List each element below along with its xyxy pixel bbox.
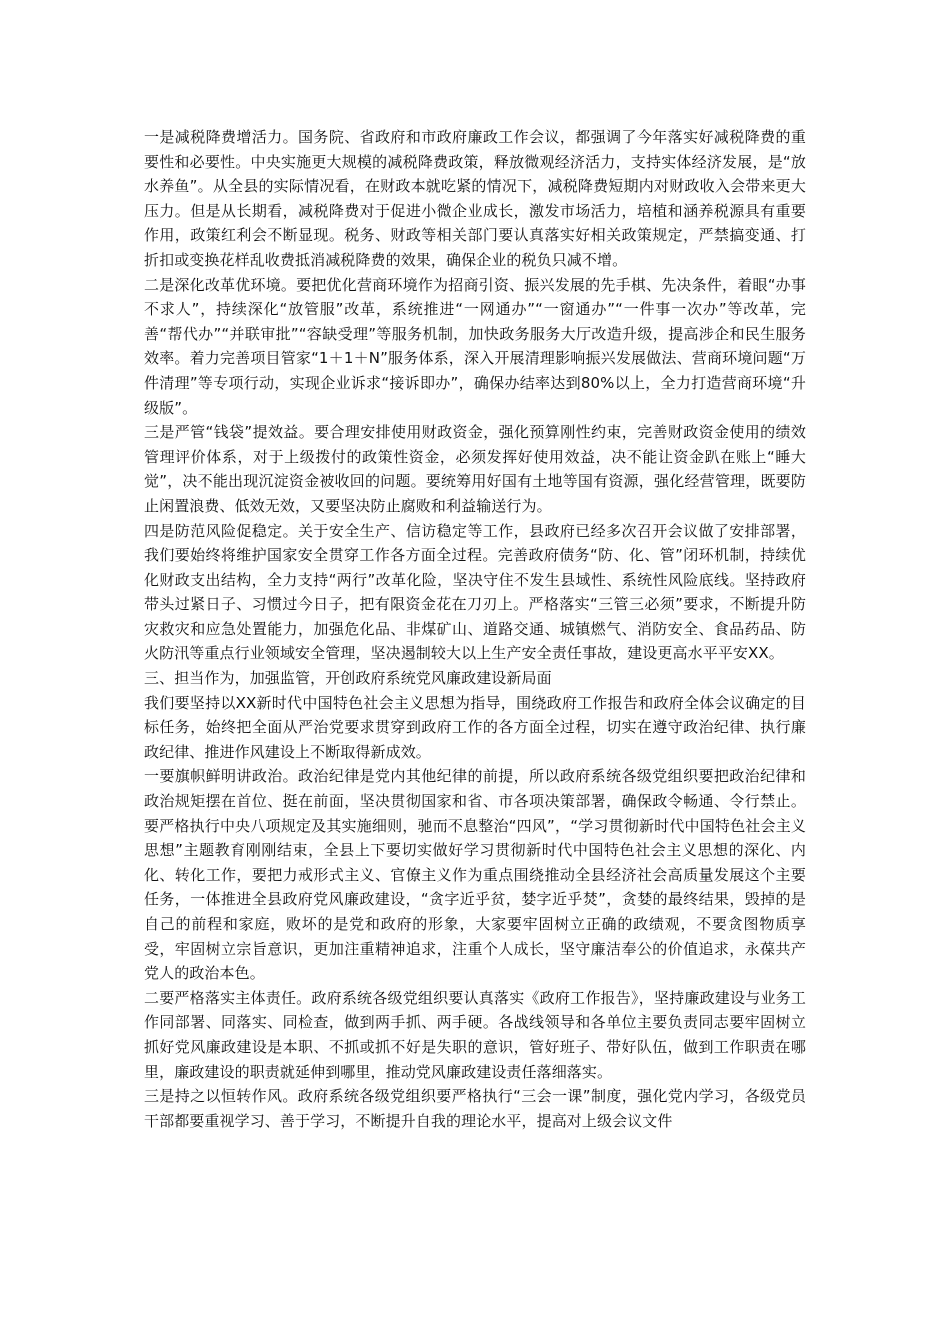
- paragraph-tax-reduction: 一是减税降费增活力。国务院、省政府和市政府廉政工作会议，都强调了今年落实好减税降费的重要性和必要性。中央实施更大规模的减税降费政策，释放微观经济活力，支持实体经济发展，是“放水养鱼”。从全县的实际情况看，在财政本就吃紧的情况下，减税降费短期内对财政收入会带来更大压力。但是从长期看，减税降费对于促进小微企业成长，激发市场活力，培植和涵养税源具有重要作用，政策红利会不断显现。税务、财政等相关部门要认真落实好相关政策规定，严禁搞变通、打折扣或变换花样乱收费抵消减税降费的效果，确保企业的税负只减不增。: [144, 128, 806, 269]
- paragraph-risk-prevention: 四是防范风险促稳定。关于安全生产、信访稳定等工作，县政府已经多次召开会议做了安排部署，我们要始终将维护国家安全贯穿工作各方面全过程。完善政府债务“防、化、管”闭环机制，持续优化财政支出结构，全力支持“两行”改革化险，坚决守住不发生县域性、系统性风险底线。坚持政府带头过紧日子、习惯过今日子，把有限资金花在刀刃上。严格落实“三管三必须”要求，不断提升防灾救灾和应急处置能力，加强危化品、非煤矿山、道路交通、城镇燃气、消防安全、食品药品、防火防汛等重点行业领域安全管理，坚决遏制较大以上生产安全责任事故，建设更高水平平安XX。: [144, 521, 806, 663]
- paragraph-fund-management: 三是严管“钱袋”提效益。要合理安排使用财政资金，强化预算刚性约束，完善财政资金使用的绩效管理评价体系，对于上级拨付的政策性资金，必须发挥好使用效益，决不能让资金趴在账上“睡大觉”，决不能出现沉淀资金被收回的问题。要统筹用好国有土地等国有资源，强化经营管理，既要防止闲置浪费、低效无效，又要坚决防止腐败和利益输送行为。: [144, 423, 806, 515]
- section-heading-three: 三、担当作为，加强监管，开创政府系统党风廉政建设新局面: [144, 669, 552, 688]
- paragraph-section-intro: 我们要坚持以XX新时代中国特色社会主义思想为指导，围绕政府工作报告和政府全体会议确定的目标任务，始终把全面从严治党要求贯穿到政府工作的各方面全过程，切实在遵守政治纪律、执行廉政纪律、推进作风建设上不断取得新成效。: [144, 693, 806, 761]
- paragraph-main-responsibility: 二要严格落实主体责任。政府系统各级党组织要认真落实《政府工作报告》，坚持廉政建设与业务工作同部署、同落实、同检查，做到两手抓、两手硬。各战线领导和各单位主要负责同志要牢固树立抓好党风廉政建设是本职、不抓或抓不好是失职的意识，管好班子、带好队伍，做到工作职责在哪里，廉政建设的职责就延伸到哪里，推动党风廉政建设责任落细落实。: [144, 988, 806, 1081]
- document-page: [144, 125, 806, 1133]
- paragraph-reform-environment: 二是深化改革优环境。要把优化营商环境作为招商引资、振兴发展的先手棋、先决条件，着眼“办事不求人”，持续深化“放管服”改革，系统推进“一网通办”“一窗通办”“一件事一次办”等改革，完善“帮代办”“并联审批”“容缺受理”等服务机制，加快政务服务大厅改造升级，提高涉企和民生服务效率。着力完善项目管家“1＋1＋N”服务体系，深入开展清理影响振兴发展做法、营商环境问题“万件清理”等专项行动，实现企业诉求“接诉即办”，确保办结率达到80%以上，全力打造营商环境“升级版”。: [144, 275, 806, 417]
- paragraph-politics: 一要旗帜鲜明讲政治。政治纪律是党内其他纪律的前提，所以政府系统各级党组织要把政治纪律和政治规矩摆在首位、挺在前面，坚决贯彻国家和省、市各项决策部署，确保政令畅通、令行禁止。要严格执行中央八项规定及其实施细则，驰而不息整治“四风”，“学习贯彻新时代中国特色社会主义思想”主题教育刚刚结束，全县上下要切实做好学习贯彻新时代中国特色社会主义思想的深化、内化、转化工作，要把力戒形式主义、官僚主义作为重点围绕推动全县经济社会高质量发展这个主要任务，一体推进全县政府党风廉政建设，“贪字近乎贫，婪字近乎焚”，贪婪的最终结果，毁掉的是自己的前程和家庭，败坏的是党和政府的形象，大家要牢固树立正确的政绩观，不要贪图物质享受，牢固树立宗旨意识，更加注重精神追求，注重个人成长，坚守廉洁奉公的价值追求，永葆共产党人的政治本色。: [144, 767, 806, 983]
- paragraph-work-style: 三是持之以恒转作风。政府系统各级党组织要严格执行“三会一课”制度，强化党内学习，各级党员干部都要重视学习、善于学习，不断提升自我的理论水平，提高对上级会议文件: [144, 1087, 806, 1130]
